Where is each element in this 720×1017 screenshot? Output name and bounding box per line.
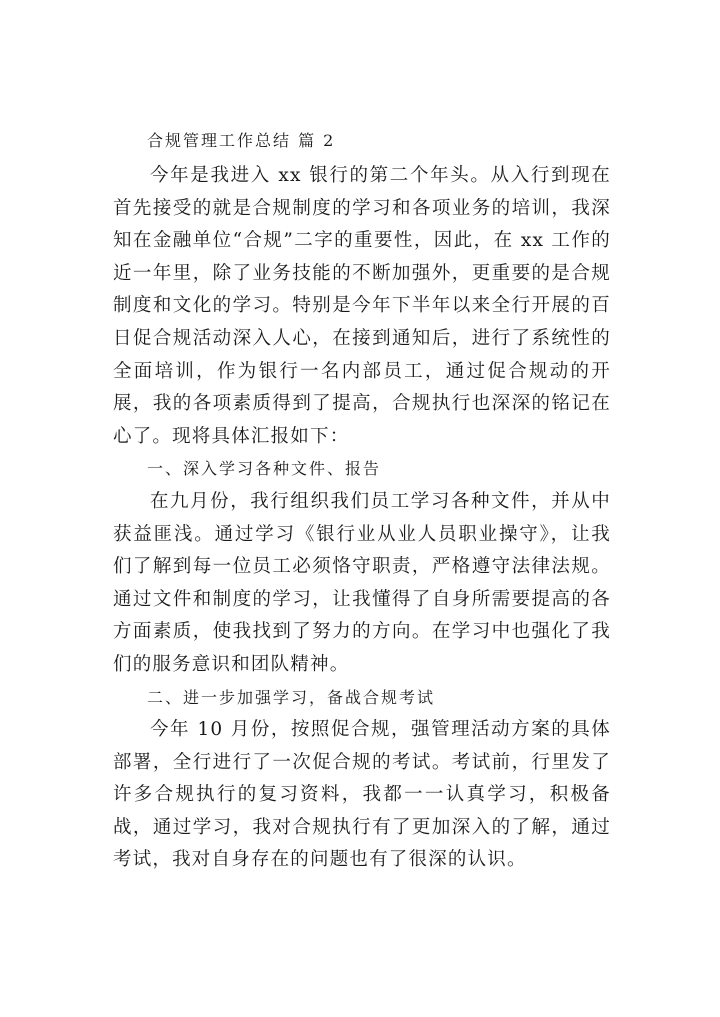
- paragraph-section-2: 今年 10 月份，按照促合规，强管理活动方案的具体部署，全行进行了一次促合规的考试。考试前，行里发了许多合规执行的复习资料，我都一一认真学习，积极备战，通过学习，我对合规执行有了更加深入的了解，通过考试，我对自身存在的问题也有了很深的认识。: [113, 719, 611, 871]
- paragraph-section-1: 在九月份，我行组织我们员工学习各种文件，并从中获益匪浅。通过学习《银行业从业人员职业操守》，让我们了解到每一位员工必须恪守职责，严格遵守法律法规。通过文件和制度的学习，让我懂得了自身所需要提高的各方面素质，使我找到了努力的方向。在学习中也强化了我们的服务意识和团队精神。: [113, 490, 611, 675]
- paragraph-intro: 今年是我进入 xx 银行的第二个年头。从入行到现在首先接受的就是合规制度的学习和各项业务的培训，我深知在金融单位“合规”二字的重要性，因此，在 xx 工作的近一年里，除了业务技能的不断加强外，更重要的是合规制度和文化的学习。特别是今年下半年以来全行开展的百日促合规活动深入人心，在接到通知后，进行了系统性的全面培训，作为银行一名内部员工，通过促合规动的开展，我的各项素质得到了提高，合规执行也深深的铭记在心了。现将具体汇报如下：: [113, 165, 611, 447]
- section-heading-1: 一、深入学习各种文件、报告: [147, 459, 382, 479]
- document-body: [113, 160, 611, 877]
- document-title: 合规管理工作总结 篇 2: [147, 131, 336, 150]
- section-heading-2: 二、进一步加强学习，备战合规考试: [147, 687, 436, 707]
